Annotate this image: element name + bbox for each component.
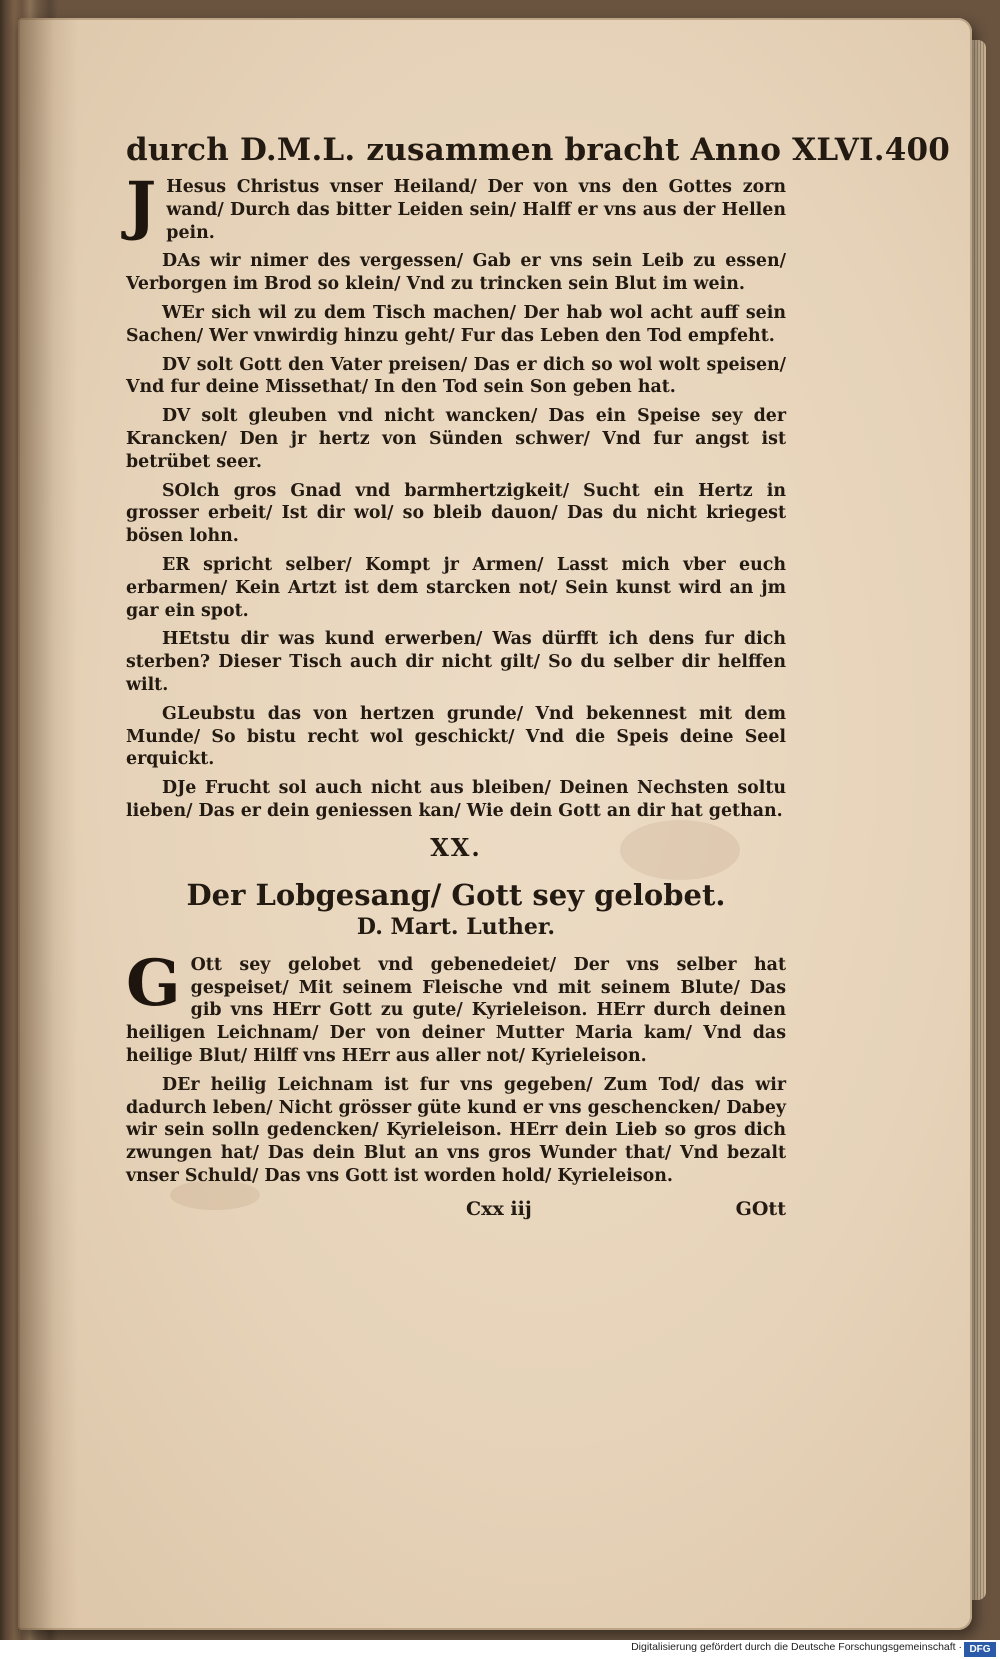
page-fore-edge: [972, 40, 986, 1600]
verse: WEr sich wil zu dem Tisch machen/ Der hab wol acht auff sein Sachen/ Wer vnwirdig hinzu geht/ Fur das Leben den Tod empfeht.: [126, 302, 786, 346]
verse: DJe Frucht sol auch nicht aus bleiben/ Deinen Nechsten soltu lieben/ Das er dein geniessen kan/ Wie dein Gott an dir hat gethan.: [126, 778, 786, 821]
verse: [126, 945, 786, 1068]
drop-cap: J: [126, 168, 157, 243]
signature-mark: Cxx iij: [466, 1197, 532, 1220]
verse-text: Hesus Christus vnser Heiland/ Der von vns den Gottes zorn wand/ Durch das bitter Leiden sein/ Halff er vns aus der Hellen pein.: [166, 177, 786, 243]
verse: GLeubstu das von hertzen grunde/ Vnd bekennest mit dem Munde/ So bistu recht wol geschickt/ Vnd die Speis deine Seel erquickt.: [126, 703, 786, 770]
page-text-block: [126, 132, 950, 1220]
verse: DV solt gleuben vnd nicht wancken/ Das ein Speise sey der Krancken/ Den jr hertz von Sünden schwer/ Vnd fur angst ist betrübet seer.: [126, 406, 786, 472]
catchline: [126, 1198, 786, 1220]
verse: DAs wir nimer des vergessen/ Gab er vns sein Leib zu essen/ Verborgen im Brod so klein/ Vnd zu trincken sein Blut im wein.: [126, 251, 786, 295]
hymn-author: D. Mart. Luther.: [356, 913, 556, 940]
verse: DV solt Gott den Vater preisen/ Das er dich so wol wolt speisen/ Vnd fur deine Missethat/ In den Tod sein Son geben hat.: [126, 354, 786, 398]
running-head: [126, 132, 950, 168]
hymn-19-verses: [126, 168, 786, 823]
section-number: XX.: [430, 832, 482, 862]
verse: DEr heilig Leichnam ist fur vns gegeben/ Zum Tod/ das wir dadurch leben/ Nicht grösser güte kund er vns geschencken/ Dabey wir sein solln gedencken/ Kyrieleison. HErr dein Lieb so gros dich zwungen hat/ Das dein Blut an vns gros Wunder that/ Vnd bezalt vnser Schuld/ Das vns Gott ist worden hold/ Kyrieleison.: [126, 1074, 787, 1186]
dfg-logo-icon: DFG: [964, 1642, 996, 1657]
verse: HEtstu dir was kund erwerben/ Was dürfft ich dens fur dich sterben? Dieser Tisch auch dir nicht gilt/ So du selber dir helffen wilt.: [126, 629, 786, 695]
page-gutter-shadow: [18, 18, 78, 1630]
verse: [126, 168, 786, 244]
folio-number: 400: [884, 132, 950, 168]
funding-credit: Digitalisierung gefördert durch die Deutsche Forschungsgemeinschaft ·: [631, 1641, 962, 1653]
verse-text: Ott sey gelobet vnd gebenedeiet/ Der vns selber hat gespeiset/ Mit seinem Fleische vnd mit seinem Blute/ Das gib vns HErr Gott zu gute/ Kyrieleison. HErr durch deinen heiligen Leichnam/ Der von deiner Mutter Maria kam/ Vnd das heilige Blut/ Hilff vns HErr aus aller not/ Kyrieleison.: [126, 954, 786, 1066]
running-head-title: durch D.M.L. zusammen bracht Anno XLVI.: [126, 132, 885, 168]
catchword: GOtt: [735, 1197, 786, 1220]
hymn-20-verses: [126, 945, 787, 1188]
drop-cap: G: [126, 945, 181, 1021]
hymn-title: Der Lobgesang/ Gott sey gelobet.: [186, 877, 726, 912]
verse: ER spricht selber/ Kompt jr Armen/ Lasst mich vber euch erbarmen/ Kein Artzt ist dem starcken not/ Sein kunst wird an jm gar ein spot.: [126, 554, 786, 621]
verse: SOlch gros Gnad vnd barmhertzigkeit/ Sucht ein Hertz in grosser erbeit/ Ist dir wol/ so bleib dauon/ Das du nicht kriegest bösen lohn.: [126, 480, 786, 547]
